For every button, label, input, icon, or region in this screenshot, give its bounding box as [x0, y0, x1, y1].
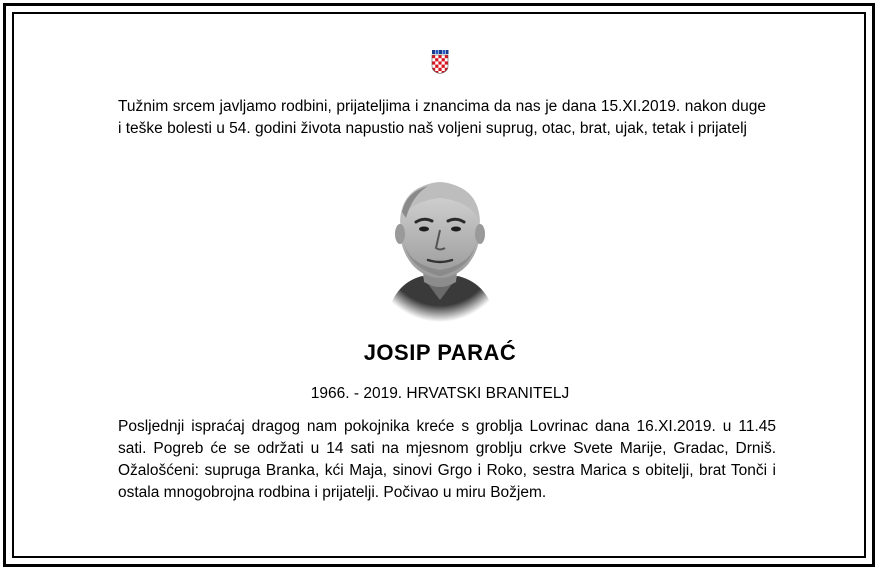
- crown-strip: [432, 50, 449, 54]
- croatian-coat-of-arms-icon: [431, 50, 449, 74]
- deceased-portrait: [372, 172, 508, 322]
- life-dates: 1966. - 2019. HRVATSKI BRANITELJ: [310, 385, 570, 402]
- announcement-text: Tužnim srcem javljamo rodbini, prijateljima i znancima da nas je dana 15.XI.2019. nakon duge i teške bolesti u 54. godini života napustio naš voljeni suprug, otac, brat, ujak, tetak i prijatelj: [118, 98, 766, 137]
- deceased-name: JOSIP PARAĆ: [363, 340, 517, 365]
- funeral-details-text: Posljednji ispraćaj dragog nam pokojnika kreće s groblja Lovrinac dana 16.XI.2019. u 11.45 sati. Pogreb će se održati u 14 sati na mjesnom groblju crkve Svete Marije, Gradac, Drniš. Ožalošćeni: supruga Branka, kći Maja, sinovi Grgo i Roko, sestra Marica s obitelji, brat Tonči i ostala mnogobrojna rodbina i prijatelji. Počivao u miru Božjem.: [118, 418, 776, 501]
